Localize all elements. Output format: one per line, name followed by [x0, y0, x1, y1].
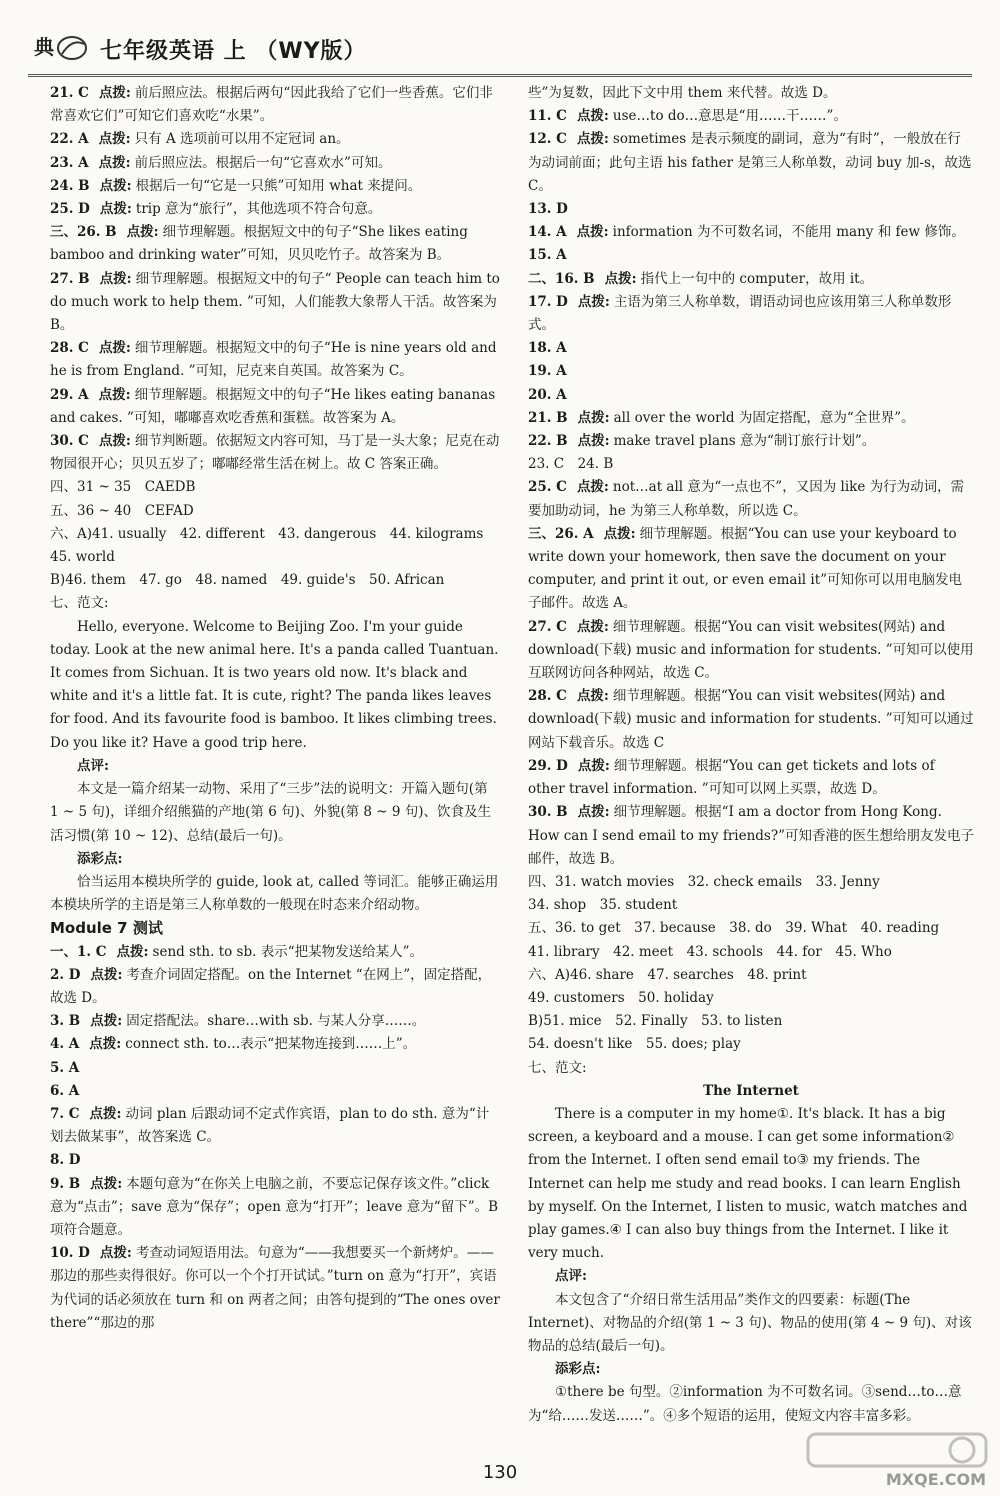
- answer-line: 49. customers 50. holiday: [528, 989, 714, 1006]
- answer-item: [50, 1057, 500, 1080]
- answer-line: B)51. mice 52. Finally 53. to listen: [528, 1013, 783, 1030]
- hint-label: 点拨:: [604, 270, 637, 287]
- hint-text: 动词 plan 后跟动词不定式作宾语，plan to do sth. 意为“计划去做某事”，故答案选 C。: [50, 1105, 490, 1146]
- answer-item: [50, 1080, 500, 1103]
- answer-line: 六、A)41. usually 42. different 43. dangerous 44. kilograms: [50, 525, 484, 542]
- question-number: 11. C: [528, 108, 567, 125]
- question-number: 21. C: [50, 85, 89, 101]
- answer-item: [50, 941, 500, 964]
- paragraph: Hello, everyone. Welcome to Beijing Zoo. I'm your guide today. Look at the new animal here. It's a panda called Tuantuan. It comes from Sichuan. It is two years old now. It's black and white and it's a little fat. It is cute, right? The panda likes leaves for food. And its favourite food is bamboo. It likes climbing trees. Do you like it? Have a good trip here.: [50, 618, 499, 751]
- question-number: 一、1. C: [50, 943, 107, 960]
- answer-line: 七、范文:: [528, 1059, 587, 1076]
- question-number: 25. C: [528, 479, 567, 496]
- hint-text: 细节理解题。根据短文中的句子“ People can teach him to do much work to help them. ”可知，人们能教大象帮人干活。故答案为 B。: [50, 270, 500, 334]
- hint-label: 点拨:: [90, 966, 123, 983]
- hint-text: all over the world 为固定搭配，意为“全世界”。: [613, 409, 915, 426]
- hint-label: 点拨:: [89, 1036, 122, 1053]
- paragraph: There is a computer in my home①. It's black. It has a big screen, a keyboard and a mouse. I can get some information② from the Internet. I often send email to③ my friends. The Internet can help me study and read books. I can learn English by myself. On the Internet, I listen to music, watch matches and play games.④ I can also buy things from the Internet. I like it very much.: [528, 1105, 968, 1262]
- answer-item: [50, 337, 500, 383]
- question-number: 15. A: [528, 247, 567, 264]
- answer-item: [528, 291, 974, 337]
- answer-item: [50, 82, 500, 128]
- question-number: 14. A: [528, 224, 567, 241]
- hint-label: 点拨:: [98, 433, 131, 450]
- hint-text: 细节理解题。根据“You can visit websites(网站) and download(下载) music and information for students. ”可知可以通过网站下载音乐。故选 C: [528, 688, 974, 751]
- answer-item: [528, 523, 974, 616]
- question-number: 23. A: [50, 154, 89, 171]
- hint-label: 点拨:: [576, 224, 609, 241]
- answer-line: 四、31. watch movies 32. check emails 33. Jenny: [528, 873, 880, 890]
- answer-line: 45. world: [50, 549, 115, 566]
- paragraph: ①there be 句型。②information 为不可数名词。③send…to…意为“给……发送……”。④多个短语的运用，使短文内容丰富多彩。: [528, 1384, 962, 1424]
- right-column: [528, 82, 974, 1428]
- answer-item: [528, 198, 974, 221]
- answer-item: [50, 268, 500, 338]
- hint-label: 点拨:: [99, 1245, 132, 1262]
- answer-item: [50, 1242, 500, 1335]
- question-number: 27. C: [528, 618, 567, 635]
- hint-label: 点拨:: [576, 131, 609, 148]
- answer-item: [528, 384, 974, 407]
- hint-label: 点拨:: [576, 108, 609, 125]
- hint-label: 点拨:: [89, 1105, 122, 1122]
- hint-text: 细节理解题。根据“You can use your keyboard to write down your homework, then save the document on your computer, and print it out, or even email it”可知你可以用电脑发电子邮件。故选 A。: [528, 525, 963, 612]
- question-number: 18. A: [528, 340, 567, 357]
- answer-item: [528, 244, 974, 267]
- answer-item: [528, 221, 974, 244]
- question-number: 24. B: [50, 177, 90, 194]
- hint-label: 点拨:: [576, 688, 609, 705]
- hint-text: 主语为第三人称单数，谓语动词也应该用第三人称单数形式。: [528, 293, 952, 334]
- hint-label: 点拨:: [98, 131, 131, 148]
- paragraph: 本文是一篇介绍某一动物、采用了“三步”法的说明文：开篇入题句(第 1 ~ 5 句)，详细介绍熊猫的产地(第 6 句)、外貌(第 8 ~ 9 句)、饮食及生活习惯(第 10 ~ 12)、总结(最后一句)。: [50, 781, 492, 844]
- question-number: 2. D: [50, 966, 81, 983]
- question-number: 三、26. A: [528, 525, 594, 542]
- paragraph: 恰当运用本模块所学的 guide, look at, called 等词汇。能够正确运用本模块所学的主语是第三人称单数的一般现在时态来介绍动物。: [50, 873, 499, 914]
- hint-label: 点拨:: [576, 618, 609, 635]
- hint-text: use…to do…意思是“用……干……”。: [612, 108, 847, 125]
- question-number: 22. A: [50, 131, 89, 148]
- hint-text: trip 意为“旅行”，其他选项不符合句意。: [135, 201, 382, 218]
- hint-text: send sth. to sb. 表示“把某物发送给某人”。: [152, 943, 424, 960]
- answer-item: [50, 1149, 500, 1172]
- hint-text: 细节理解题。根据“You can visit websites(网站) and download(下载) music and information for students. ”可知可以使用互联网访问各种网站，故选 C。: [528, 618, 974, 682]
- answer-line: 五、36 ~ 40 CEFAD: [50, 502, 194, 519]
- answer-item: [50, 221, 500, 267]
- hint-label: 点拨:: [99, 270, 132, 287]
- hint-text: 本题句意为“在你关上电脑之前，不要忘记保存该文件。”click 意为“点击”；save 意为“保存”；open 意为“打开”；leave 意为“留下”。B 项符合题意。: [50, 1175, 499, 1238]
- question-number: 27. B: [50, 270, 90, 287]
- hint-label: 点拨:: [577, 293, 610, 310]
- answer-item: [528, 755, 974, 801]
- hint-text: 细节理解题。根据短文中的句子“He likes eating bananas and cakes. ”可知，嘟嘟喜欢吃香蕉和蛋糕。故答案为 A。: [50, 386, 496, 426]
- paragraph: 些”为复数，因此下文中用 them 来代替。故选 D。: [528, 85, 837, 101]
- answer-line: 54. doesn't like 55. does; play: [528, 1036, 741, 1053]
- question-number: 29. A: [50, 386, 89, 403]
- essay-title: The Internet: [703, 1082, 799, 1099]
- hint-text: 细节理解题。根据“You can get tickets and lots of other travel information. ”可知可以网上买票，故选 D。: [528, 757, 935, 798]
- answer-item: [528, 128, 974, 198]
- watermark-text: MXQE.COM: [885, 1470, 986, 1489]
- question-number: 4. A: [50, 1036, 80, 1053]
- question-number: 20. A: [528, 386, 567, 403]
- question-number: 30. C: [50, 433, 89, 450]
- hint-label: 点拨:: [116, 943, 149, 960]
- page-header: [28, 28, 972, 77]
- question-number: 28. C: [50, 340, 89, 357]
- hint-label: 点拨:: [99, 201, 132, 218]
- hint-label: 点拨:: [90, 1013, 123, 1030]
- answer-item: [50, 1173, 500, 1243]
- sub-label: 点评:: [555, 1268, 587, 1285]
- question-number: 25. D: [50, 201, 90, 218]
- question-number: 5. A: [50, 1059, 80, 1076]
- question-number: 30. B: [528, 804, 568, 821]
- hint-text: not…at all 意为“一点也不”，又因为 like 为行为动词，需要加助动词，he 为第三人称单数，所以选 C。: [528, 479, 965, 519]
- question-number: 13. D: [528, 201, 568, 218]
- hint-text: connect sth. to…表示“把某物连接到……上”。: [125, 1036, 417, 1053]
- question-number: 9. B: [50, 1175, 81, 1192]
- answer-item: [50, 1010, 500, 1033]
- hint-text: 细节理解题。根据短文中的句子“He is nine years old and he is from England. ”可知，尼克来自英国。故答案为 C。: [50, 340, 497, 380]
- question-number: 28. C: [528, 688, 567, 705]
- hint-label: 点拨:: [98, 386, 131, 403]
- hint-label: 点拨:: [98, 340, 131, 357]
- hint-text: 细节理解题。根据短文中的句子“She likes eating bamboo and drinking water”可知，贝贝吃竹子。故答案为 B。: [50, 224, 468, 264]
- question-number: 3. B: [50, 1013, 81, 1030]
- answer-item: [528, 430, 974, 453]
- answer-item: [528, 476, 974, 522]
- question-number: 17. D: [528, 293, 568, 310]
- answer-line: 34. shop 35. student: [528, 897, 678, 914]
- hint-text: 指代上一句中的 computer，故用 it。: [640, 270, 874, 287]
- question-number: 7. C: [50, 1105, 80, 1122]
- question-number: 19. A: [528, 363, 567, 380]
- answer-item: [528, 268, 974, 291]
- answer-item: [50, 384, 500, 430]
- hint-text: 固定搭配法。share…with sb. 与某人分享……。: [126, 1013, 426, 1030]
- left-column: [50, 82, 500, 1335]
- hint-label: 点拨:: [126, 224, 159, 241]
- question-number: 二、16. B: [528, 270, 595, 287]
- answer-item: [50, 964, 500, 1010]
- answer-item: [528, 801, 974, 871]
- book-title: 七年级英语 上 （WY版）: [100, 39, 367, 64]
- question-number: 三、26. B: [50, 224, 117, 241]
- answer-item: [528, 616, 974, 686]
- answer-item: [50, 128, 500, 151]
- answer-line: 六、A)46. share 47. searches 48. print: [528, 966, 807, 983]
- question-number: 22. B: [528, 433, 568, 450]
- hint-text: 细节判断题。依据短文内容可知，马丁是一头大象；尼克在动物园很开心；贝贝五岁了；嘟嘟经常生活在树上。故 C 答案正确。: [50, 433, 500, 473]
- answer-line: 七、范文:: [50, 595, 109, 612]
- hint-label: 点拨:: [603, 525, 636, 542]
- hint-text: make travel plans 意为“制订旅行计划”。: [613, 433, 876, 450]
- answer-item: [528, 105, 974, 128]
- answer-item: [50, 152, 500, 175]
- sub-label: 添彩点:: [77, 850, 123, 867]
- hint-text: 只有 A 选项前可以用不定冠词 an。: [134, 131, 350, 148]
- answer-line: 四、31 ~ 35 CAEDB: [50, 479, 196, 496]
- hint-label: 点拨:: [90, 1175, 123, 1192]
- answer-item: [50, 198, 500, 221]
- answer-item: [528, 360, 974, 383]
- question-number: 8. D: [50, 1152, 81, 1169]
- answer-line: 41. library 42. meet 43. schools 44. for 45. Who: [528, 943, 892, 960]
- answer-item: [50, 1033, 500, 1056]
- hint-text: 考查介词固定搭配。on the Internet “在网上”，固定搭配，故选 D。: [50, 966, 492, 1006]
- hint-label: 点拨:: [98, 154, 131, 171]
- answer-line: 23. C 24. B: [528, 456, 614, 473]
- question-number: 12. C: [528, 131, 567, 148]
- hint-text: 考查动词短语用法。句意为“——我想要买一个新烤炉。——那边的那些卖得很好。你可以一个个打开试试。”turn on 意为“打开”，宾语为代词的话必须放在 turn 和 on 两者之间；由答句提到的“The ones over there”“那边的那: [50, 1245, 500, 1331]
- hint-label: 点拨:: [577, 757, 610, 774]
- answer-item: [528, 407, 974, 430]
- answer-item: [50, 175, 500, 198]
- hint-label: 点拨:: [577, 804, 610, 821]
- hint-text: 细节理解题。根据“I am a doctor from Hong Kong. How can I send email to my friends?”可知香港的医生想给朋友发电子邮件，故选 B。: [528, 804, 975, 867]
- answer-line: B)46. them 47. go 48. named 49. guide's 50. African: [50, 572, 445, 589]
- question-number: 10. D: [50, 1245, 90, 1262]
- question-number: 29. D: [528, 757, 568, 774]
- answer-item: [50, 430, 500, 476]
- question-number: 21. B: [528, 409, 568, 426]
- hint-label: 点拨:: [576, 479, 609, 496]
- hint-label: 点拨:: [577, 409, 610, 426]
- svg-text:典: 典: [34, 35, 54, 59]
- hint-label: 点拨:: [577, 433, 610, 450]
- sub-label: 添彩点:: [555, 1361, 601, 1378]
- answer-line: 五、36. to get 37. because 38. do 39. What 40. reading: [528, 920, 940, 937]
- hint-text: 根据后一句“它是一只熊”可知用 what 来提问。: [135, 177, 422, 194]
- section-heading: Module 7 测试: [50, 919, 163, 938]
- paragraph: 本文包含了“介绍日常生活用品”类作文的四要素：标题(The Internet)、对物品的介绍(第 1 ~ 3 句)、物品的使用(第 4 ~ 9 句)、对该物品的总结(最后一句)。: [528, 1291, 972, 1354]
- answer-item: [528, 685, 974, 755]
- answer-item: [528, 337, 974, 360]
- page-number: 130: [482, 1462, 518, 1483]
- hint-text: information 为不可数名词，不能用 many 和 few 修饰。: [612, 224, 965, 241]
- hint-text: sometimes 是表示频度的副词，意为“有时”，一般放在行为动词前面；此句主语 his father 是第三人称单数，动词 buy 加-s，故选 C。: [528, 131, 972, 194]
- sub-label: 点评:: [77, 757, 109, 774]
- hint-label: 点拨:: [98, 85, 131, 101]
- answer-item: [50, 1103, 500, 1149]
- hint-label: 点拨:: [99, 177, 132, 194]
- hint-text: 前后照应法。根据后一句“它喜欢水”可知。: [134, 154, 392, 171]
- hint-text: 前后照应法。根据后两句“因此我给了它们一些香蕉。它们非常喜欢它们”可知它们喜欢吃“水果”。: [50, 85, 493, 125]
- question-number: 6. A: [50, 1082, 80, 1099]
- publisher-logo-icon: [32, 32, 94, 62]
